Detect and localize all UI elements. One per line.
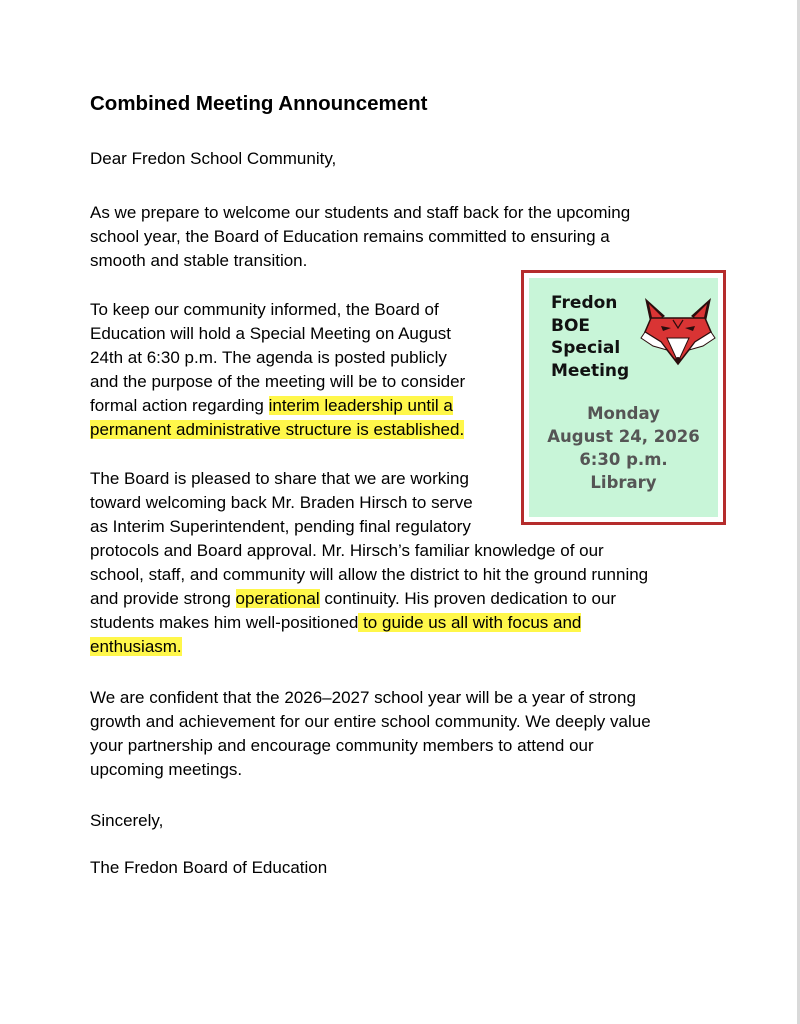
meeting-callout-inner bbox=[529, 278, 718, 517]
text-line: and the purpose of the meeting will be to consider bbox=[90, 372, 466, 391]
callout-title-line: BOE bbox=[551, 315, 591, 336]
meeting-location: Library bbox=[590, 473, 657, 492]
text-line bbox=[90, 635, 648, 659]
text-fragment: formal action regarding bbox=[90, 396, 269, 415]
highlighted-text: enthusiasm. bbox=[90, 637, 182, 656]
signature: The Fredon Board of Education bbox=[90, 858, 328, 877]
callout-details bbox=[529, 402, 718, 494]
paragraph-intro bbox=[90, 201, 630, 273]
highlighted-text: to guide us all with focus and bbox=[358, 613, 582, 632]
text-fragment: continuity. His proven dedication to our bbox=[319, 589, 617, 608]
fox-icon bbox=[639, 292, 717, 368]
callout-title-line: Meeting bbox=[551, 360, 630, 381]
text-line: school, staff, and community will allow the district to hit the ground running bbox=[90, 565, 649, 584]
page-title: Combined Meeting Announcement bbox=[90, 92, 428, 115]
closing: Sincerely, bbox=[90, 811, 164, 830]
text-line bbox=[90, 394, 465, 418]
text-line: protocols and Board approval. Mr. Hirsch’s familiar knowledge of our bbox=[90, 541, 604, 560]
callout-title-line: Fredon bbox=[551, 293, 618, 313]
text-line: as Interim Superintendent, pending final regulatory bbox=[90, 517, 471, 536]
text-line: your partnership and encourage community members to attend our bbox=[90, 736, 594, 755]
meeting-day: Monday bbox=[587, 404, 660, 423]
text-line: Education will hold a Special Meeting on August bbox=[90, 324, 452, 343]
highlighted-text: permanent administrative structure is established. bbox=[90, 420, 465, 439]
text-line: smooth and stable transition. bbox=[90, 251, 308, 270]
callout-title-line: Special bbox=[551, 338, 621, 358]
text-line bbox=[90, 418, 465, 442]
text-line: We are confident that the 2026–2027 school year will be a year of strong bbox=[90, 688, 636, 707]
text-line bbox=[90, 587, 648, 611]
paragraph-closing bbox=[90, 686, 651, 782]
callout-title bbox=[551, 292, 629, 382]
text-line: The Board is pleased to share that we are working bbox=[90, 469, 469, 488]
text-fragment: students makes him well-positioned bbox=[90, 613, 359, 632]
text-line: growth and achievement for our entire school community. We deeply value bbox=[90, 712, 651, 731]
text-line: To keep our community informed, the Board of bbox=[90, 300, 439, 319]
greeting: Dear Fredon School Community, bbox=[90, 149, 337, 168]
text-line: school year, the Board of Education remains committed to ensuring a bbox=[90, 227, 610, 246]
text-fragment: and provide strong bbox=[90, 589, 236, 608]
meeting-callout-box bbox=[521, 270, 726, 525]
highlighted-text: interim leadership until a bbox=[268, 396, 453, 415]
meeting-date: August 24, 2026 bbox=[547, 427, 700, 446]
text-line bbox=[90, 611, 648, 635]
text-line: 24th at 6:30 p.m. The agenda is posted publicly bbox=[90, 348, 447, 367]
text-line: As we prepare to welcome our students and staff back for the upcoming bbox=[90, 203, 631, 222]
highlighted-text: operational bbox=[235, 589, 320, 608]
meeting-time: 6:30 p.m. bbox=[579, 450, 668, 469]
text-line: toward welcoming back Mr. Braden Hirsch to serve bbox=[90, 493, 473, 512]
text-line: upcoming meetings. bbox=[90, 760, 243, 779]
paragraph-meeting bbox=[90, 298, 465, 442]
